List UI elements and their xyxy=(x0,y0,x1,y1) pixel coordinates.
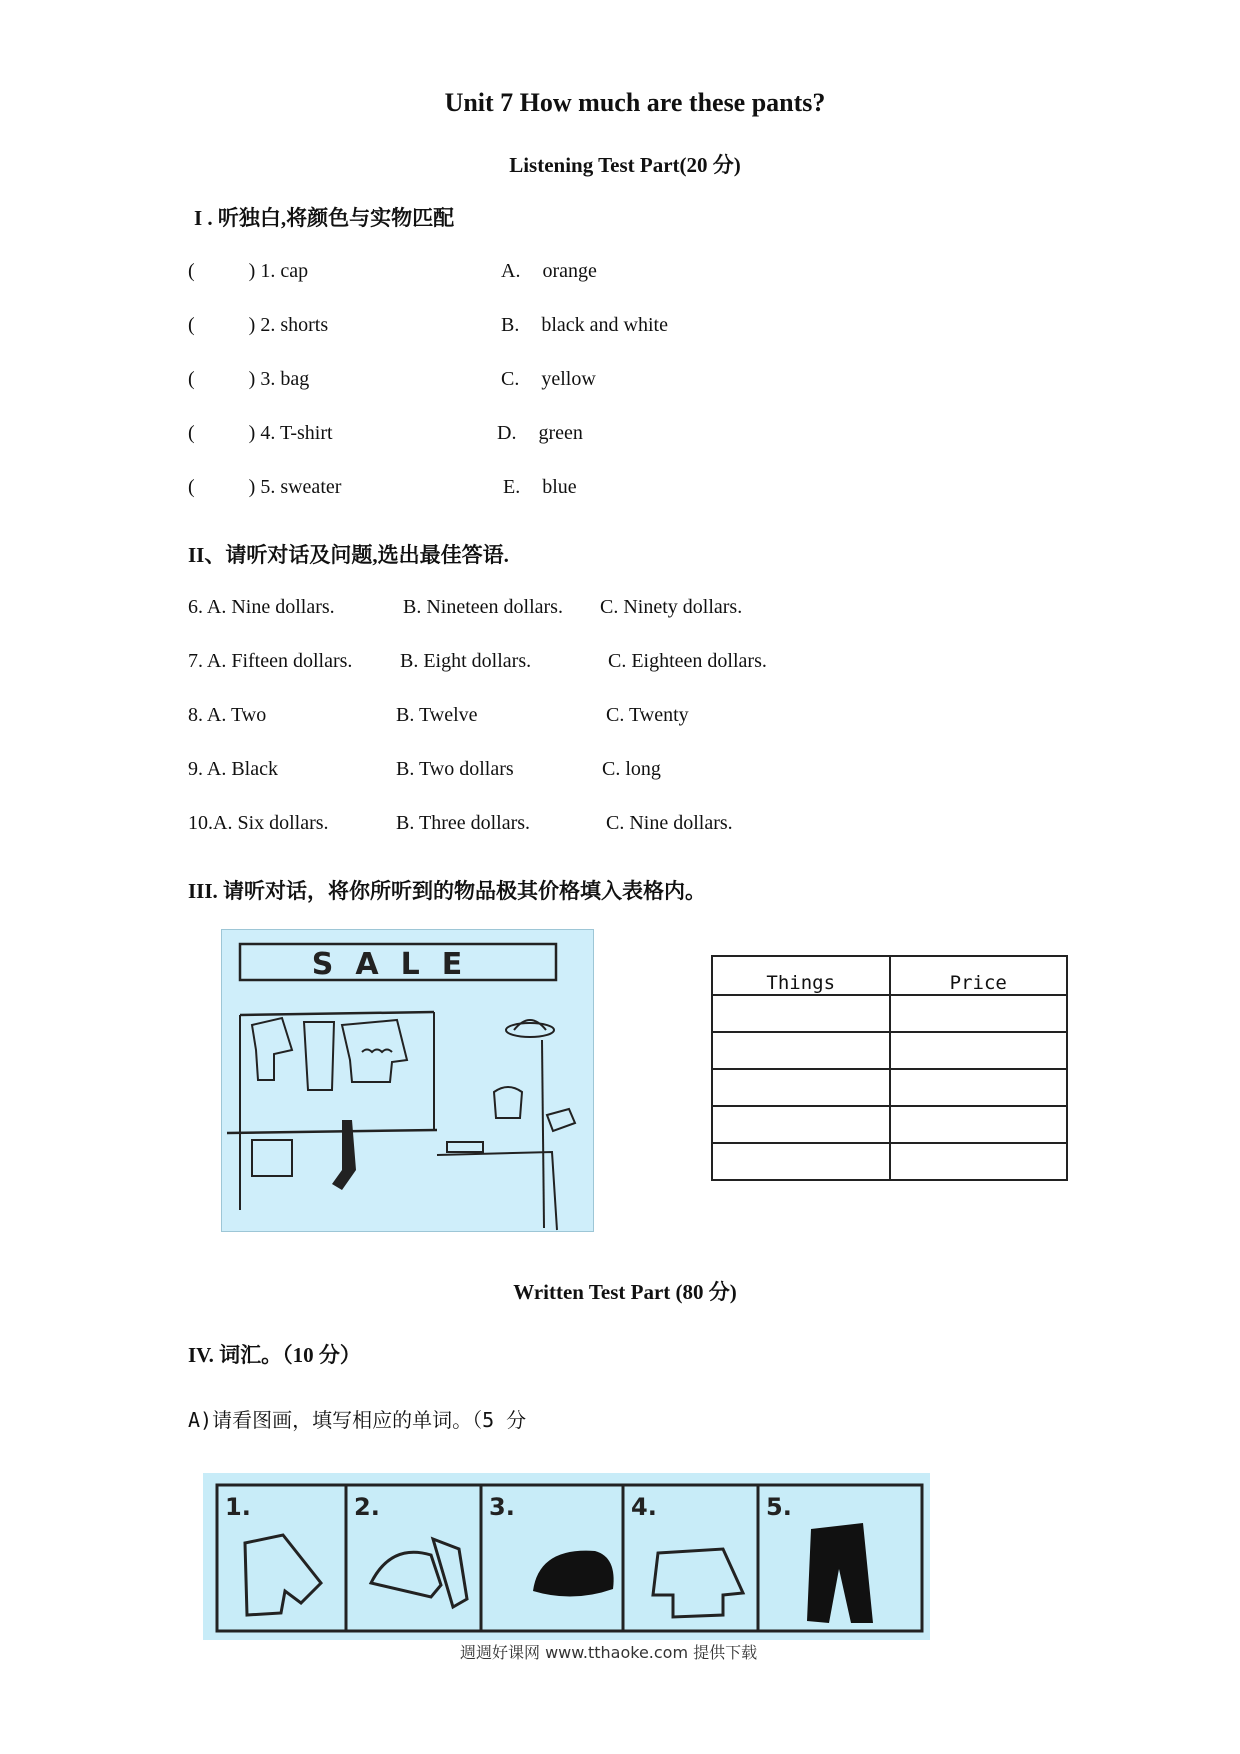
picture-number-4: 4. xyxy=(631,1493,657,1521)
section4-heading: IV. 词汇。（10 分） xyxy=(188,1343,361,1367)
price-cell[interactable] xyxy=(890,1143,1068,1180)
header-price: Price xyxy=(890,956,1068,995)
things-cell[interactable] xyxy=(712,1106,890,1143)
match-letter-2: B. black and white xyxy=(501,314,668,336)
things-cell[interactable] xyxy=(712,995,890,1032)
things-price-table xyxy=(711,955,1068,1181)
listening-title: Listening Test Part(20 分) xyxy=(509,153,741,177)
question-7-c: C. Eighteen dollars. xyxy=(608,650,767,672)
picture-number-3: 3. xyxy=(489,1493,515,1521)
clothes-picture-strip xyxy=(203,1473,930,1640)
question-10-c: C. Nine dollars. xyxy=(606,812,733,834)
question-9-c: C. long xyxy=(602,758,661,780)
section4-sub-a: A)请看图画，填写相应的单词。（5 分 xyxy=(188,1408,527,1432)
match-letter-5: E. blue xyxy=(503,476,577,498)
match-item-5: ( ) 5. sweater xyxy=(188,476,342,498)
things-cell[interactable] xyxy=(712,1143,890,1180)
question-6-c: C. Ninety dollars. xyxy=(600,596,743,618)
match-letter-4: D. green xyxy=(497,422,583,444)
price-cell[interactable] xyxy=(890,1032,1068,1069)
question-6-b: B. Nineteen dollars. xyxy=(403,596,563,618)
match-item-2: ( ) 2. shorts xyxy=(188,314,329,336)
question-10-a: 10.A. Six dollars. xyxy=(188,812,329,834)
price-cell[interactable] xyxy=(890,1069,1068,1106)
question-10-b: B. Three dollars. xyxy=(396,812,531,834)
question-8-a: 8. A. Two xyxy=(188,704,267,726)
table-row xyxy=(712,995,1067,1032)
section2-heading: II、请听对话及问题,选出最佳答语. xyxy=(188,543,509,567)
table-header-row xyxy=(712,956,1067,995)
question-7-b: B. Eight dollars. xyxy=(400,650,532,672)
question-8-c: C. Twenty xyxy=(606,704,689,726)
section1-heading: I . 听独白,将颜色与实物匹配 xyxy=(194,206,455,230)
question-8-b: B. Twelve xyxy=(396,704,478,726)
match-item-4: ( ) 4. T-shirt xyxy=(188,422,333,444)
written-title: Written Test Part (80 分) xyxy=(513,1280,737,1304)
things-cell[interactable] xyxy=(712,1069,890,1106)
question-6-a: 6. A. Nine dollars. xyxy=(188,596,335,618)
picture-number-5: 5. xyxy=(766,1493,792,1521)
question-9-a: 9. A. Black xyxy=(188,758,278,780)
price-cell[interactable] xyxy=(890,995,1068,1032)
things-cell[interactable] xyxy=(712,1032,890,1069)
match-item-1: ( ) 1. cap xyxy=(188,260,309,282)
match-letter-3: C. yellow xyxy=(501,368,596,390)
match-letter-1: A. orange xyxy=(501,260,597,282)
sale-drawing xyxy=(222,930,593,1231)
picture-number-1: 1. xyxy=(225,1493,251,1521)
section3-heading: III. 请听对话，将你所听到的物品极其价格填入表格内。 xyxy=(188,879,707,903)
question-7-a: 7. A. Fifteen dollars. xyxy=(188,650,353,672)
sale-shop-illustration xyxy=(221,929,594,1232)
picture-number-2: 2. xyxy=(354,1493,380,1521)
page-title: Unit 7 How much are these pants? xyxy=(444,88,826,117)
table-row xyxy=(712,1069,1067,1106)
price-cell[interactable] xyxy=(890,1106,1068,1143)
table-row xyxy=(712,1143,1067,1180)
question-9-b: B. Two dollars xyxy=(396,758,514,780)
table-row xyxy=(712,1106,1067,1143)
table-row xyxy=(712,1032,1067,1069)
sale-sign-text: SALE xyxy=(311,947,485,982)
match-item-3: ( ) 3. bag xyxy=(188,368,310,390)
clothes-drawing xyxy=(203,1473,930,1640)
footer-credit: 週週好课网 www.tthaoke.com 提供下载 xyxy=(460,1643,758,1662)
header-things: Things xyxy=(712,956,890,995)
